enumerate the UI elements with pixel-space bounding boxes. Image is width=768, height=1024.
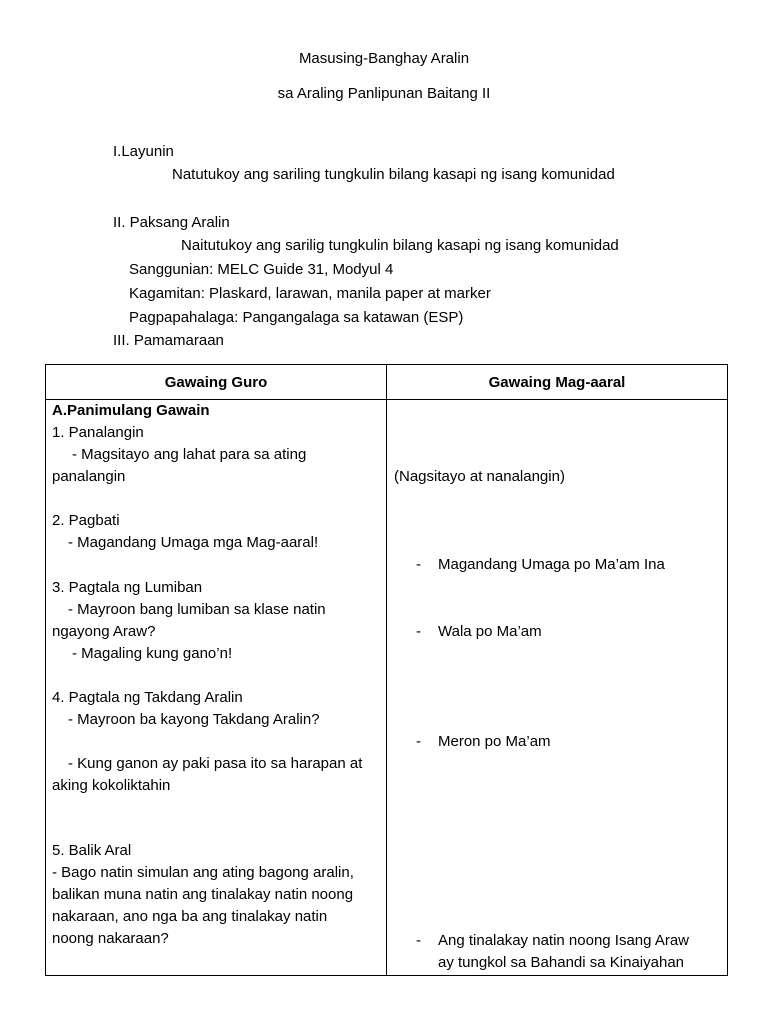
panalangin-line-1: - Magsitayo ang lahat para sa ating bbox=[72, 446, 307, 463]
lumiban-line-1: - Mayroon bang lumiban sa klase natin bbox=[68, 601, 326, 618]
takdang-line-1: - Mayroon ba kayong Takdang Aralin? bbox=[68, 711, 320, 728]
pagpapahalaga-line: Pagpapahalaga: Pangangalaga sa katawan (ESP) bbox=[129, 309, 464, 326]
takdang-line-3: aking kokoliktahin bbox=[52, 777, 171, 794]
guro-cell bbox=[46, 400, 387, 976]
sanggunian-line: Sanggunian: MELC Guide 31, Modyul 4 bbox=[129, 261, 394, 278]
response-pagbati: Magandang Umaga po Ma’am Ina bbox=[438, 556, 665, 573]
item-takdang-aralin: 4. Pagtala ng Takdang Aralin bbox=[52, 689, 243, 706]
item-panalangin: 1. Panalangin bbox=[52, 424, 144, 441]
item-pagbati: 2. Pagbati bbox=[52, 512, 120, 529]
bullet-dash: - bbox=[416, 733, 421, 750]
response-panalangin: (Nagsitayo at nanalangin) bbox=[394, 468, 565, 485]
bullet-dash: - bbox=[416, 556, 421, 573]
document-title: Masusing-Banghay Aralin bbox=[298, 50, 470, 67]
table-header-row bbox=[46, 365, 728, 400]
takdang-line-2: - Kung ganon ay paki pasa ito sa harapan at bbox=[68, 755, 363, 772]
kagamitan-line: Kagamitan: Plaskard, larawan, manila paper at marker bbox=[129, 285, 491, 302]
bullet-dash: - bbox=[416, 623, 421, 640]
pagbati-line-1: - Magandang Umaga mga Mag-aaral! bbox=[68, 534, 319, 551]
paksa-heading: II. Paksang Aralin bbox=[113, 214, 230, 231]
panalangin-line-2: panalangin bbox=[52, 468, 126, 485]
table-row bbox=[46, 400, 728, 976]
balik-line-3: nakaraan, ano nga ba ang tinalakay natin bbox=[52, 908, 328, 925]
lesson-table bbox=[45, 364, 728, 976]
response-lumiban: Wala po Ma’am bbox=[438, 623, 542, 640]
balik-line-2: balikan muna natin ang tinalakay natin noong bbox=[52, 886, 354, 903]
mag-aaral-cell bbox=[387, 400, 728, 976]
section-a-heading: A.Panimulang Gawain bbox=[52, 402, 210, 419]
balik-line-4: noong nakaraan? bbox=[52, 930, 169, 947]
item-balik-aral: 5. Balik Aral bbox=[52, 842, 132, 859]
lumiban-line-3: - Magaling kung gano’n! bbox=[72, 645, 233, 662]
lumiban-line-2: ngayong Araw? bbox=[52, 623, 156, 640]
document-subtitle: sa Araling Panlipunan Baitang II bbox=[277, 85, 491, 102]
layunin-heading: I.Layunin bbox=[113, 143, 174, 160]
bullet-dash: - bbox=[416, 932, 421, 949]
balik-line-1: - Bago natin simulan ang ating bagong aralin, bbox=[52, 864, 354, 881]
pamamaraan-heading: III. Pamamaraan bbox=[113, 332, 224, 349]
response-balik-line-2: ay tungkol sa Bahandi sa Kinaiyahan bbox=[438, 954, 685, 971]
response-takdang-aralin: Meron po Ma’am bbox=[438, 733, 551, 750]
paksa-text: Naitutukoy ang sarilig tungkulin bilang kasapi ng isang komunidad bbox=[181, 237, 619, 254]
layunin-text: Natutukoy ang sariling tungkulin bilang kasapi ng isang komunidad bbox=[172, 166, 615, 183]
header-gawaing-mag-aaral: Gawaing Mag-aaral bbox=[387, 365, 728, 400]
item-pagtala-lumiban: 3. Pagtala ng Lumiban bbox=[52, 579, 203, 596]
response-balik-line-1: Ang tinalakay natin noong Isang Araw bbox=[438, 932, 690, 949]
header-gawaing-guro: Gawaing Guro bbox=[46, 365, 387, 400]
